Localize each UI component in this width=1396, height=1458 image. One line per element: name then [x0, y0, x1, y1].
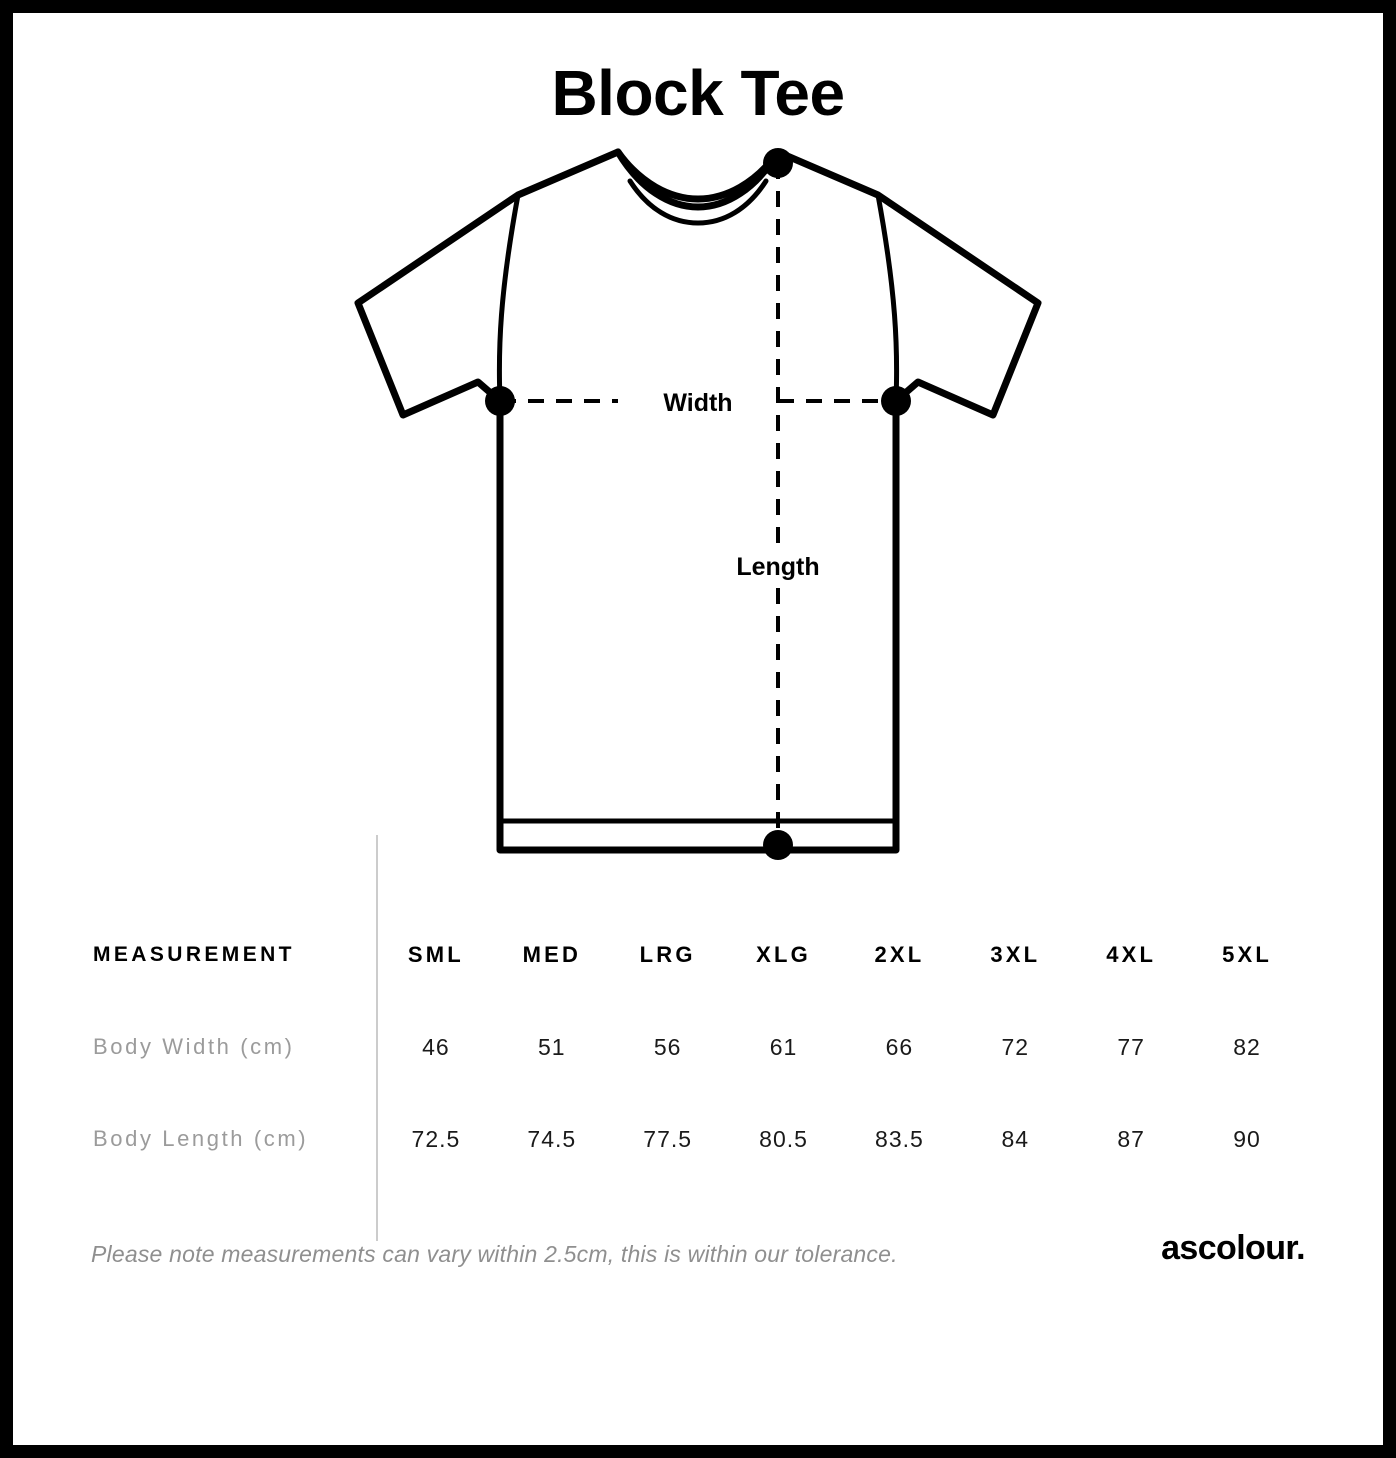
tshirt-diagram-svg	[318, 143, 1078, 883]
header-size-sml: SML	[407, 942, 464, 967]
row-label-body-width: Body Width (cm)	[93, 1034, 295, 1059]
cell-body-length-xlg: 80.5	[759, 1125, 808, 1152]
table-row	[91, 1093, 1305, 1185]
cell-body-length-2xl: 83.5	[875, 1125, 924, 1152]
header-size-xlg: XLG	[756, 942, 811, 967]
cell-body-length-med: 74.5	[527, 1125, 577, 1152]
cell-body-width-5xl: 82	[1233, 1033, 1261, 1060]
cell-body-width-med: 51	[538, 1033, 566, 1060]
table-divider	[376, 835, 378, 1241]
tolerance-note: Please note measurements can vary within 2.5cm, this is within our tolerance.	[91, 1241, 898, 1267]
row-label-body-length: Body Length (cm)	[93, 1126, 309, 1151]
cell-body-width-sml: 46	[422, 1033, 450, 1060]
header-size-2xl: 2XL	[874, 942, 925, 967]
header-measurement: MEASUREMENT	[93, 943, 295, 966]
page-title: Block Tee	[551, 57, 845, 129]
cell-body-width-lrg: 56	[653, 1033, 682, 1060]
cell-body-width-3xl: 72	[1001, 1033, 1030, 1060]
size-chart-inner	[13, 57, 1383, 1458]
cell-body-length-4xl: 87	[1117, 1125, 1145, 1152]
footer	[91, 1229, 1305, 1268]
cell-body-width-4xl: 77	[1117, 1033, 1145, 1060]
brand-logo: ascolour.	[1161, 1229, 1305, 1267]
header-size-med: MED	[522, 942, 582, 967]
cell-body-length-sml: 72.5	[411, 1125, 461, 1152]
garment-diagram	[13, 143, 1383, 903]
header-size-5xl: 5XL	[1222, 942, 1273, 967]
header-size-3xl: 3XL	[990, 942, 1041, 967]
header-size-lrg: LRG	[639, 942, 696, 967]
cell-body-length-3xl: 84	[1001, 1125, 1030, 1152]
length-label: Length	[736, 553, 820, 581]
cell-body-length-5xl: 90	[1233, 1125, 1261, 1152]
cell-body-length-lrg: 77.5	[643, 1125, 693, 1152]
measurements-table-wrap	[91, 903, 1305, 1185]
cell-body-width-2xl: 66	[885, 1033, 914, 1060]
tshirt-outline-icon	[358, 152, 1038, 850]
measurements-table	[91, 909, 1305, 1185]
cell-body-width-xlg: 61	[769, 1033, 798, 1060]
width-label: Width	[663, 389, 733, 417]
header-size-4xl: 4XL	[1106, 942, 1157, 967]
table-header-row	[91, 909, 1305, 1001]
table-row	[91, 1001, 1305, 1093]
